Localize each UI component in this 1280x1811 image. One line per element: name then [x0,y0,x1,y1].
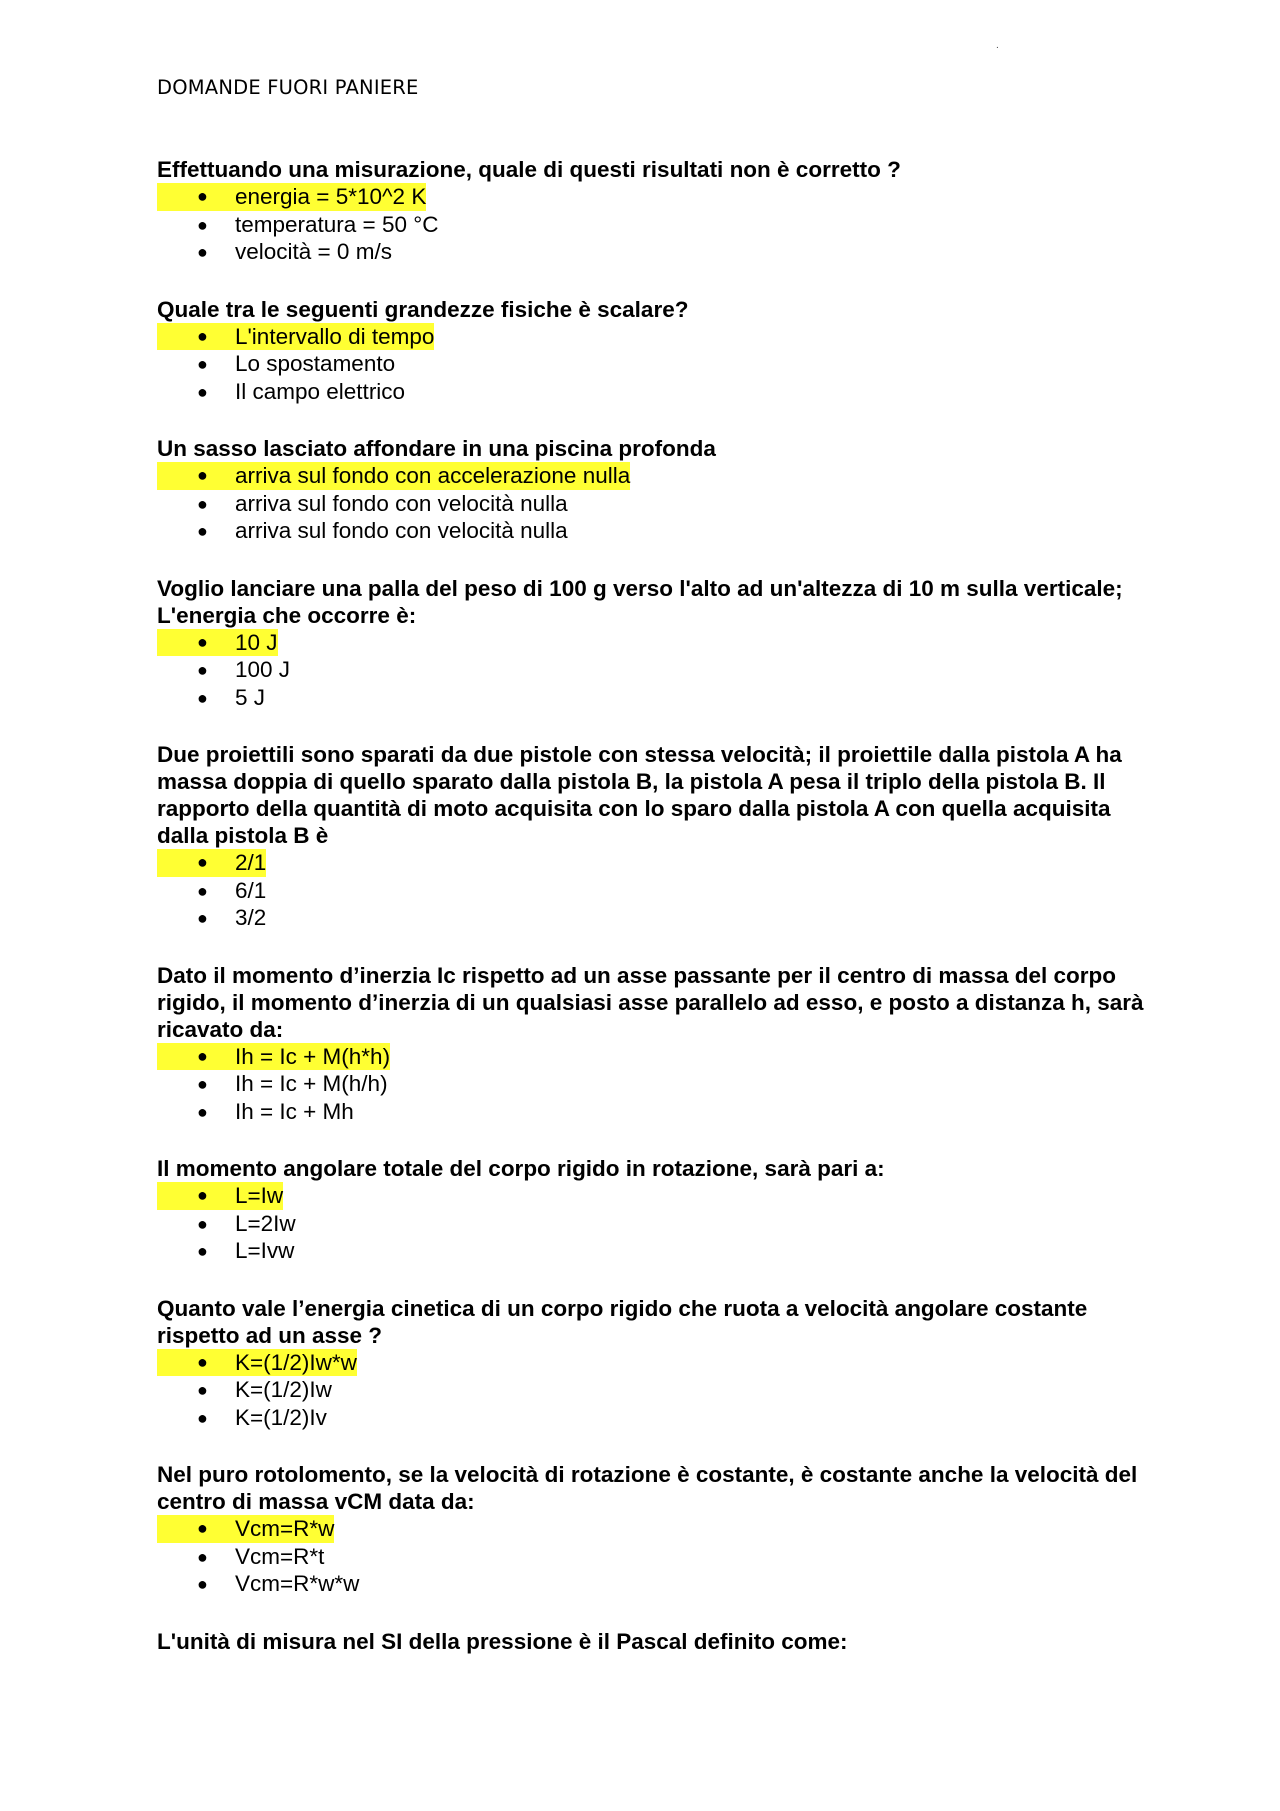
question-text: Due proiettili sono sparati da due pistole con stessa velocità; il proiettile dalla pistola A ha massa doppia di quello sparato dalla pistola B, la pistola A pesa il triplo della pistola B. Il rapporto della quantità di moto acquisita con lo sparo dalla pistola A con quella acquisita dalla pistola B è [157,742,1122,848]
option-wrap [197,878,266,903]
answer-option [157,1543,1157,1571]
question-text: Voglio lanciare una palla del peso di 100 g verso l'alto ad un'altezza di 10 m sulla verticale; L'energia che occorre è: [157,575,1123,628]
question-text: Quanto vale l’energia cinetica di un corpo rigido che ruota a velocità angolare costante rispetto ad un asse ? [157,1295,1088,1348]
question-list [157,156,1157,1685]
option-wrap [197,685,265,710]
option-wrap [197,1544,324,1569]
question-block [157,156,1157,266]
answer-option [157,378,1157,406]
answer-option [157,517,1157,545]
answer-option [157,904,1157,932]
question-text: Il momento angolare totale del corpo rigido in rotazione, sarà pari a: [157,1156,885,1181]
answer-text: Il campo elettrico [235,378,406,404]
question-block [157,962,1157,1126]
question-text: Effettuando una misurazione, quale di questi risultati non è corretto ? [157,157,901,182]
answer-option [157,1570,1157,1598]
answer-list [157,323,1157,406]
option-wrap [197,491,568,516]
answer-text: Lo spostamento [235,351,396,376]
question-text: Nel puro rotolomento, se la velocità di rotazione è costante, è costante anche la velocità del centro di massa vCM data da: [157,1462,1138,1514]
answer-text: Ih = Ic + M(h/h) [235,1071,388,1096]
question-block [157,296,1157,406]
highlight-mark [157,323,434,351]
question-block [157,1461,1157,1598]
option-wrap [197,1211,296,1236]
answer-text: 10 J [235,629,278,655]
option-wrap [197,379,405,404]
answer-option-correct [157,462,1157,490]
answer-option-correct [157,1349,1157,1377]
answer-text: 5 J [235,684,266,710]
question-block [157,1155,1157,1265]
answer-text: K=(1/2)Iv [235,1404,327,1430]
bullet-icon: ● [197,1074,208,1094]
bullet-icon: ● [197,1574,208,1594]
highlight-mark [157,629,278,657]
bullet-icon: ● [197,1045,208,1066]
option-wrap [197,905,266,930]
answer-text: Vcm=R*w [235,1516,335,1541]
answer-option [157,1376,1157,1404]
option-wrap [197,1377,332,1402]
answer-list [157,1043,1157,1126]
highlight-mark [157,462,630,490]
answer-text: L'intervallo di tempo [235,323,435,349]
bullet-icon: ● [197,631,208,652]
answer-option [157,1098,1157,1126]
corner-mark: . [996,40,999,51]
question-block [157,575,1157,712]
answer-text: L=Ivw [235,1238,295,1263]
bullet-icon: ● [197,908,208,928]
option-wrap [197,1405,327,1430]
bullet-icon: ● [197,660,208,680]
answer-option [157,1070,1157,1098]
highlight-mark [157,849,266,877]
answer-option [157,656,1157,684]
answer-option [157,877,1157,905]
question-text: Quale tra le seguenti grandezze fisiche è scalare? [157,296,689,322]
option-wrap [197,212,438,237]
answer-option-correct [157,849,1157,877]
question-block [157,1628,1157,1655]
highlight-mark [157,1515,334,1543]
option-wrap [197,1238,294,1263]
answer-text: L=2Iw [235,1210,296,1236]
highlight-mark [157,1043,390,1071]
bullet-icon: ● [197,1213,208,1234]
question-text: L'unità di misura nel SI della pressione è il Pascal definito come: [157,1628,848,1654]
bullet-icon: ● [197,214,208,235]
answer-option-correct [157,1182,1157,1210]
question-block [157,741,1157,932]
bullet-icon: ● [197,1407,208,1428]
bullet-icon: ● [197,852,208,872]
answer-text: arriva sul fondo con accelerazione nulla [235,463,631,488]
bullet-icon: ● [197,186,208,206]
answer-text: 6/1 [235,877,267,903]
answer-text: K=(1/2)Iw [235,1377,332,1402]
option-wrap [197,1571,359,1596]
answer-text: 3/2 [235,905,267,930]
option-wrap [197,1071,388,1096]
answer-text: velocità = 0 m/s [235,239,392,264]
answer-text: arriva sul fondo con velocità nulla [235,518,568,543]
bullet-icon: ● [197,880,208,901]
answer-text: arriva sul fondo con velocità nulla [235,490,568,516]
option-wrap [197,518,568,543]
bullet-icon: ● [197,242,208,262]
bullet-icon: ● [197,687,208,708]
answer-option [157,1237,1157,1265]
answer-option-correct [157,1043,1157,1071]
answer-option [157,1404,1157,1432]
answer-text: 2/1 [235,850,267,875]
answer-text: L=Iw [235,1183,284,1208]
answer-text: Vcm=R*t [235,1543,325,1569]
answer-option [157,1210,1157,1238]
bullet-icon: ● [197,1101,208,1122]
answer-option-correct [157,183,1157,211]
answer-option [157,211,1157,239]
answer-option [157,684,1157,712]
answer-text: 100 J [235,657,291,682]
answer-list [157,1182,1157,1265]
bullet-icon: ● [197,521,208,541]
answer-text: K=(1/2)Iw*w [235,1349,357,1375]
question-block [157,435,1157,545]
bullet-icon: ● [197,1518,208,1538]
question-block [157,1295,1157,1432]
answer-option-correct [157,629,1157,657]
bullet-icon: ● [197,1185,208,1205]
answer-option [157,350,1157,378]
highlight-mark [157,183,426,211]
answer-option [157,490,1157,518]
highlight-mark [157,1349,357,1377]
answer-text: temperatura = 50 °C [235,211,439,237]
answer-list [157,849,1157,932]
answer-text: Ih = Ic + Mh [235,1098,354,1124]
option-wrap [197,239,392,264]
answer-option-correct [157,1515,1157,1543]
question-text: Dato il momento d’inerzia Ic rispetto ad un asse passante per il centro di massa del corpo rigido, il momento d’inerzia di un qualsiasi asse parallelo ad esso, e posto a distanza h, sarà ricavato da: [157,962,1144,1042]
bullet-icon: ● [197,465,208,485]
bullet-icon: ● [197,1546,208,1567]
answer-text: Ih = Ic + M(h*h) [235,1043,391,1069]
answer-list [157,629,1157,712]
bullet-icon: ● [197,1351,208,1372]
answer-list [157,1349,1157,1432]
option-wrap [197,1099,354,1124]
bullet-icon: ● [197,354,208,374]
bullet-icon: ● [197,1241,208,1261]
answer-option-correct [157,323,1157,351]
bullet-icon: ● [197,325,208,346]
answer-text: energia = 5*10^2 K [235,184,427,209]
answer-option [157,238,1157,266]
page-header: DOMANDE FUORI PANIERE [157,76,419,99]
highlight-mark [157,1182,283,1210]
bullet-icon: ● [197,493,208,514]
question-text: Un sasso lasciato affondare in una piscina profonda [157,436,716,461]
bullet-icon: ● [197,381,208,402]
option-wrap [197,351,395,376]
answer-list [157,1515,1157,1598]
option-wrap [197,657,290,682]
answer-text: Vcm=R*w*w [235,1571,360,1596]
bullet-icon: ● [197,1380,208,1400]
answer-list [157,183,1157,266]
answer-list [157,462,1157,545]
